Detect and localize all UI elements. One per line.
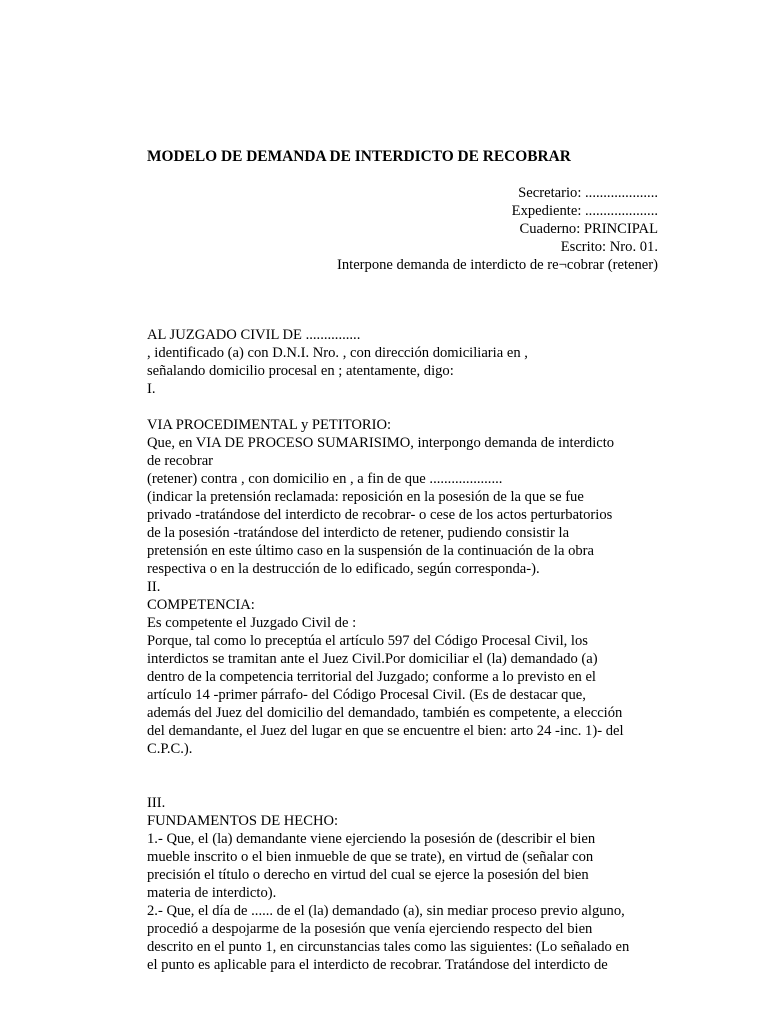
body-line: señalando domicilio procesal en ; atentamente, digo:: [147, 363, 454, 379]
body-line: además del Juez del domicilio del demandado, también es competente, a elección: [147, 705, 623, 721]
sumilla-line: Interpone demanda de interdicto de re¬cobrar (retener): [336, 257, 658, 273]
body-line: C.P.C.).: [147, 741, 193, 757]
body-line: privado -tratándose del interdicto de recobrar- o cese de los actos perturbatorios: [147, 507, 613, 523]
body-line: 1.- Que, el (la) demandante viene ejerciendo la posesión de (describir el bien: [147, 831, 596, 847]
body-line: artículo 14 -primer párrafo- del Código Procesal Civil. (Es de destacar que,: [147, 687, 586, 703]
body-line: 2.- Que, el día de ...... de el (la) demandado (a), sin mediar proceso previo alguno,: [147, 903, 625, 919]
document-body: [147, 326, 667, 974]
section-heading: COMPETENCIA:: [147, 597, 255, 613]
body-line: , identificado (a) con D.N.I. Nro. , con dirección domiciliaria en ,: [147, 345, 528, 361]
body-line: Porque, tal como lo preceptúa el artículo 597 del Código Procesal Civil, los: [147, 633, 588, 649]
body-line: del demandante, el Juez del lugar en que se encuentre el bien: arto 24 -inc. 1)- del: [147, 723, 624, 739]
escrito-line: Escrito: Nro. 01.: [560, 239, 658, 255]
body-line: descrito en el punto 1, en circunstancias tales como las siguientes: (Lo señalado en: [147, 939, 630, 955]
section-heading: VIA PROCEDIMENTAL y PETITORIO:: [147, 417, 392, 433]
section-number: III.: [147, 795, 166, 811]
body-line: de recobrar: [147, 453, 214, 469]
section-fundamentos: [147, 794, 667, 974]
body-line: precisión el título o derecho en virtud del cual se ejerce la posesión del bien: [147, 867, 589, 883]
body-line: Es competente el Juzgado Civil de :: [147, 615, 357, 631]
body-line: dentro de la competencia territorial del Juzgado; conforme a lo previsto en el: [147, 669, 596, 685]
body-line: AL JUZGADO CIVIL DE ...............: [147, 327, 361, 343]
secretario-line: Secretario: ....................: [518, 185, 658, 201]
body-line: procedió a despojarme de la posesión que venía ejerciendo respecto del bien: [147, 921, 593, 937]
document-title: MODELO DE DEMANDA DE INTERDICTO DE RECOBRAR: [147, 148, 571, 165]
body-line: de la posesión -tratándose del interdicto de retener, pudiendo consistir la: [147, 525, 570, 541]
body-line: materia de interdicto).: [147, 885, 277, 901]
body-line: (retener) contra , con domicilio en , a fin de que ....................: [147, 471, 503, 487]
body-line: respectiva o en la destrucción de lo edificado, según corresponda-).: [147, 561, 540, 577]
section-heading: FUNDAMENTOS DE HECHO:: [147, 813, 339, 829]
expediente-line: Expediente: ....................: [511, 203, 658, 219]
body-line: mueble inscrito o el bien inmueble de que se trate), en virtud de (señalar con: [147, 849, 594, 865]
intro-block: [147, 326, 667, 398]
body-line: (indicar la pretensión reclamada: reposición en la posesión de la que se fue: [147, 489, 584, 505]
body-line: interdictos se tramitan ante el Juez Civil.Por domiciliar el (la) demandado (a): [147, 651, 598, 667]
section-number: II.: [147, 579, 161, 595]
section-petitorio: [147, 416, 667, 758]
body-line: Que, en VIA DE PROCESO SUMARISIMO, interpongo demanda de interdicto: [147, 435, 615, 451]
body-line: pretensión en este último caso en la suspensión de la continuación de la obra: [147, 543, 595, 559]
body-line: I.: [147, 381, 156, 397]
cuaderno-line: Cuaderno: PRINCIPAL: [519, 221, 658, 237]
case-header: [337, 184, 658, 274]
body-line: el punto es aplicable para el interdicto de recobrar. Tratándose del interdicto de: [147, 957, 608, 973]
